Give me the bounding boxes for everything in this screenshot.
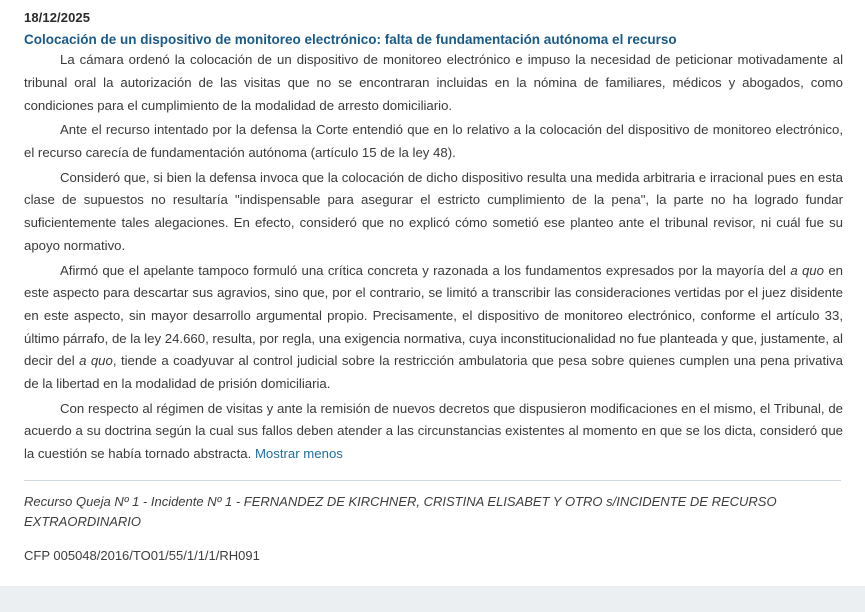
paragraph-1: La cámara ordenó la colocación de un dispositivo de monitoreo electrónico e impuso la necesidad de peticionar motivadamente al tribunal oral la autorización de las visitas que no se encontraran incluidas en la nómina de familiares, médicos y abogados, como condiciones para el cumplimiento de la modalidad de arresto domiciliario. bbox=[24, 52, 843, 113]
document-title-link[interactable]: Colocación de un dispositivo de monitoreo electrónico: falta de fundamentación autónoma el recurso bbox=[24, 32, 677, 47]
paragraph-2: Ante el recurso intentado por la defensa la Corte entendió que en lo relativo a la colocación del dispositivo de monitoreo electrónico, el recurso carecía de fundamentación autónoma (artículo 15 de la ley 48). bbox=[24, 122, 843, 161]
latin-term-a-quo-1: a quo bbox=[790, 262, 824, 278]
paragraph-4-part-2: en este aspecto para descartar sus agravios, sino que, por el contrario, se limitó a transcribir las consideraciones vertidas por el juez disidente en este aspecto, sin mayor desarrollo argumental propio. Precisamente, el dispositivo de monitoreo electrónico, conforme el artículo 33, último párrafo, de la ley 24.660, resulta, por regla, una exigencia normativa, cuya inconstitucionalidad no fue planteada y que, justamente, al decir del bbox=[24, 262, 843, 369]
paragraph-4 bbox=[24, 260, 843, 396]
latin-term-a-quo-2: a quo bbox=[79, 353, 113, 369]
case-reference: Recurso Queja Nº 1 - Incidente Nº 1 - FERNANDEZ DE KIRCHNER, CRISTINA ELISABET Y OTRO s/INCIDENTE DE RECURSO EXTRAORDINARIO bbox=[24, 493, 777, 530]
paragraph-3: Consideró que, si bien la defensa invoca que la colocación de dicho dispositivo resulta una medida arbitraria e irracional pues en esta clase de supuestos no resultaría "indispensable para asegurar el estricto cumplimiento de la pena", la parte no ha logrado fundar suficientemente tales alegaciones. En efecto, consideró que no explicó cómo sometió ese planteo ante el tribunal revisor, ni cuál fue su apoyo normativo. bbox=[24, 169, 843, 253]
case-identifier: CFP 005048/2016/TO01/55/1/1/1/RH091 bbox=[24, 548, 260, 564]
paragraph-5-text: Con respecto al régimen de visitas y ante la remisión de nuevos decretos que dispusieron modificaciones en el mismo, el Tribunal, de acuerdo a su doctrina según la cual sus fallos deben atender a las circunstancias existentes al momento en que se los dicta, consideró que la cuestión se había tornado abstracta. bbox=[24, 400, 843, 462]
paragraph-4-part-3: , tiende a coadyuvar al control judicial sobre la restricción ambulatoria que pesa sobre quienes cumplen una pena privativa de la libertad en la modalidad de prisión domiciliaria. bbox=[24, 353, 843, 392]
footer-strip bbox=[0, 586, 865, 612]
publication-date: 18/12/2025 bbox=[24, 10, 91, 25]
show-less-link[interactable]: Mostrar menos bbox=[254, 446, 343, 462]
document-body bbox=[24, 49, 843, 466]
section-divider bbox=[24, 480, 841, 481]
paragraph-4-part-1: Afirmó que el apelante tampoco formuló una crítica concreta y razonada a los fundamentos expresados por la mayoría del bbox=[60, 262, 791, 278]
paragraph-5 bbox=[24, 398, 843, 466]
